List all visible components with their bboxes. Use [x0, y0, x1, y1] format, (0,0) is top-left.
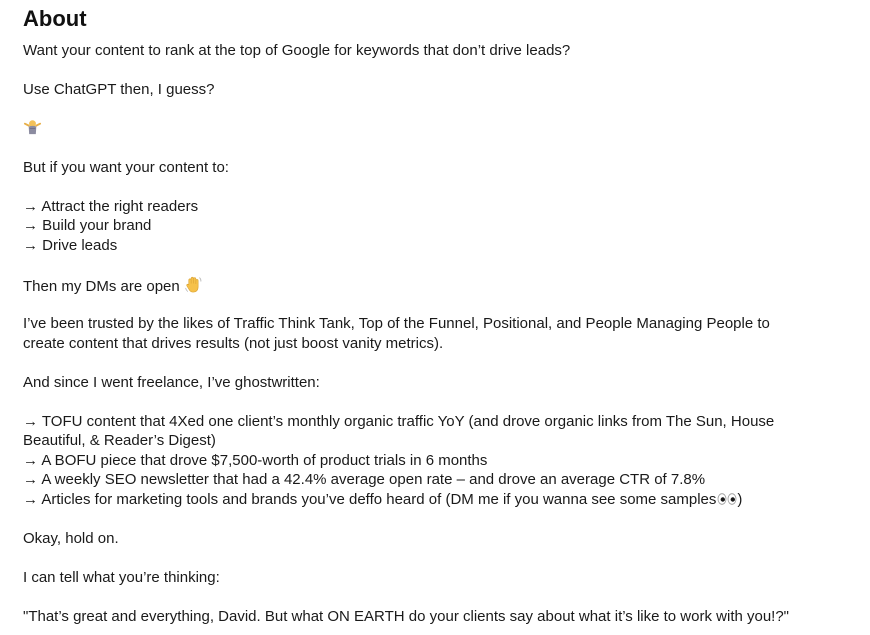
dms-open-line [23, 275, 203, 299]
client-quote-line: "That’s great and everything, David. But what ON EARTH do your clients say about what it’s like to work with you!?" [23, 608, 790, 625]
hold-on-line: Okay, hold on. [23, 530, 119, 547]
achievement-newsletter: → A weekly SEO newsletter that had a 42.4% average open rate – and drove an average CTR of 7.8% [23, 471, 706, 488]
person-shrugging-icon [23, 118, 42, 142]
eyes-icon [717, 491, 737, 510]
waving-hand-icon [184, 275, 203, 299]
dms-open-text: Then my DMs are open [23, 278, 180, 295]
chatgpt-line: Use ChatGPT then, I guess? [23, 81, 215, 98]
goal-item: → Attract the right readers [23, 198, 199, 215]
intro-question: Want your content to rank at the top of Google for keywords that don’t drive leads? [23, 42, 571, 59]
want-line: But if you want your content to: [23, 159, 229, 176]
achievement-articles [23, 490, 742, 510]
goal-item: → Drive leads [23, 237, 118, 254]
achievement-tofu: → TOFU content that 4Xed one client’s monthly organic traffic YoY (and drove organic links from The Sun, House [23, 413, 775, 430]
achievement-articles-close: ) [737, 491, 743, 508]
thinking-line: I can tell what you’re thinking: [23, 569, 220, 586]
achievement-bofu: → A BOFU piece that drove $7,500-worth of product trials in 6 months [23, 452, 488, 469]
freelance-line: And since I went freelance, I’ve ghostwritten: [23, 374, 320, 391]
trusted-line: create content that drives results (not just boost vanity metrics). [23, 335, 444, 352]
achievement-articles-text: → Articles for marketing tools and brands you’ve deffo heard of (DM me if you wanna see some samples [23, 491, 717, 508]
about-heading: About [23, 6, 87, 31]
achievement-tofu-continued: Beautiful, & Reader’s Digest) [23, 432, 216, 449]
goal-item: → Build your brand [23, 217, 152, 234]
trusted-line: I’ve been trusted by the likes of Traffic Think Tank, Top of the Funnel, Positional, and People Managing People to [23, 315, 770, 332]
